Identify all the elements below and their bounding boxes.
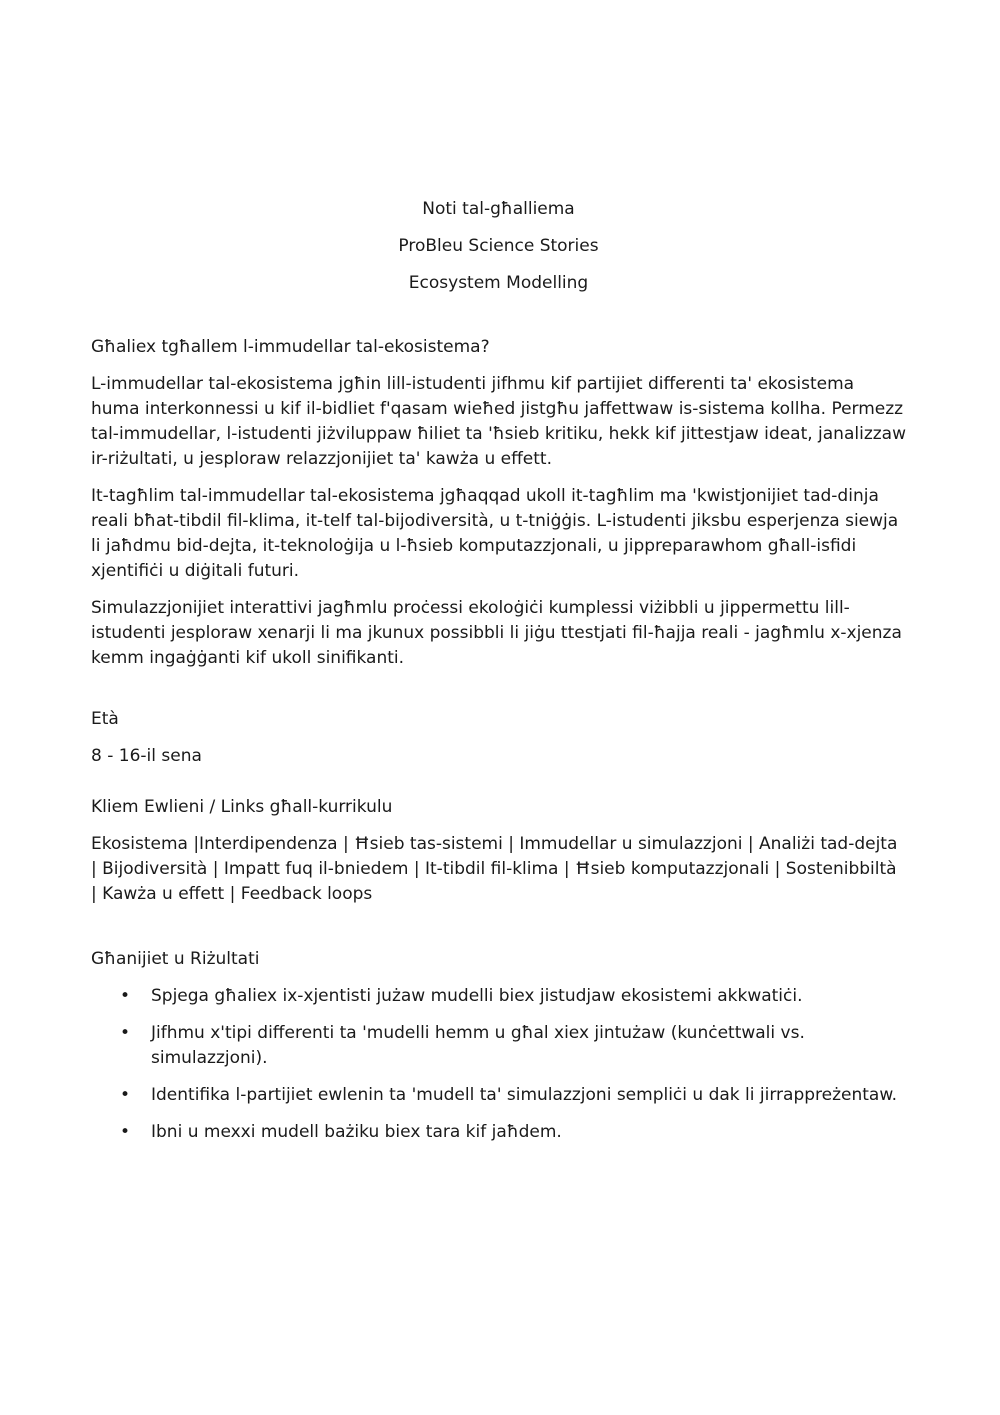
- doc-title-block: [91, 197, 906, 296]
- goals-item-text: Identifika l-partijiet ewlenin ta 'mudell ta' simulazzjoni sempliċi u dak li jirrappreżentaw.: [151, 1085, 898, 1105]
- section-heading-keywords: Kliem Ewlieni / Links għall-kurrikulu: [91, 797, 393, 817]
- bullet-icon: •: [120, 1085, 131, 1105]
- goals-list-item: [91, 1120, 906, 1145]
- goals-list: [91, 984, 906, 1145]
- section-keywords: [91, 795, 906, 907]
- doc-title-line-1: Noti tal-għalliema: [422, 199, 575, 219]
- doc-title-line-2: ProBleu Science Stories: [398, 236, 599, 256]
- goals-item-text: Jifhmu x'tipi differenti ta 'mudelli hemm u għal xiex jintużaw (kunċettwali vs. simulazzjoni).: [151, 1023, 805, 1068]
- goals-list-item: [91, 1021, 906, 1071]
- why-paragraph-2: It-tagħlim tal-immudellar tal-ekosistema jgħaqqad ukoll it-tagħlim ma 'kwistjonijiet tad-dinja reali bħat-tibdil fil-klima, it-telf tal-bijodiversità, u t-tniġġis. L-istudenti jiksbu esperjenza siewja li jaħdmu bid-dejta, it-teknoloġija u l-ħsieb komputazzjonali, u jippreparawhom għall-isfidi xjentifiċi u diġitali futuri.: [91, 486, 899, 581]
- goals-item-text: Ibni u mexxi mudell bażiku biex tara kif jaħdem.: [151, 1122, 562, 1142]
- keywords-text: Ekosistema |Interdipendenza | Ħsieb tas-sistemi | Immudellar u simulazzjoni | Analiżi tad-dejta | Bijodiversità | Impatt fuq il-bniedem | It-tibdil fil-klima | Ħsieb komputazzjonali | Sostenibbiltà | Kawża u effett | Feedback loops: [91, 834, 898, 904]
- section-heading-why: Għaliex tgħallem l-immudellar tal-ekosistema?: [91, 337, 490, 357]
- age-range-text: 8 - 16-il sena: [91, 746, 202, 766]
- section-age: [91, 707, 906, 769]
- section-why: [91, 335, 906, 671]
- section-heading-goals: Għanijiet u Riżultati: [91, 949, 260, 969]
- bullet-icon: •: [120, 1023, 131, 1043]
- goals-list-item: [91, 984, 906, 1009]
- why-paragraph-1: L-immudellar tal-ekosistema jgħin lill-istudenti jifhmu kif partijiet differenti ta' ekosistema huma interkonnessi u kif il-bidliet f'qasam wieħed jistgħu jaffettwaw is-sistema kollha. Permezz tal-immudellar, l-istudenti jiżviluppaw ħiliet ta 'ħsieb kritiku, hekk kif jittestjaw ideat, janalizzaw ir-riżultati, u jesploraw relazzjonijiet ta' kawża u effett.: [91, 374, 906, 469]
- section-goals: [91, 947, 906, 1145]
- bullet-icon: •: [120, 986, 131, 1006]
- section-heading-age: Età: [91, 709, 119, 729]
- goals-item-text: Spjega għaliex ix-xjentisti jużaw mudelli biex jistudjaw ekosistemi akkwatiċi.: [151, 986, 803, 1006]
- doc-title-line-3: Ecosystem Modelling: [408, 273, 589, 293]
- bullet-icon: •: [120, 1122, 131, 1142]
- goals-list-item: [91, 1083, 906, 1108]
- why-paragraph-3: Simulazzjonijiet interattivi jagħmlu proċessi ekoloġiċi kumplessi viżibbli u jippermettu lill-istudenti jesploraw xenarji li ma jkunux possibbli li jiġu ttestjati fil-ħajja reali - jagħmlu x-xjenza kemm ingaġġanti kif ukoll sinifikanti.: [91, 598, 902, 668]
